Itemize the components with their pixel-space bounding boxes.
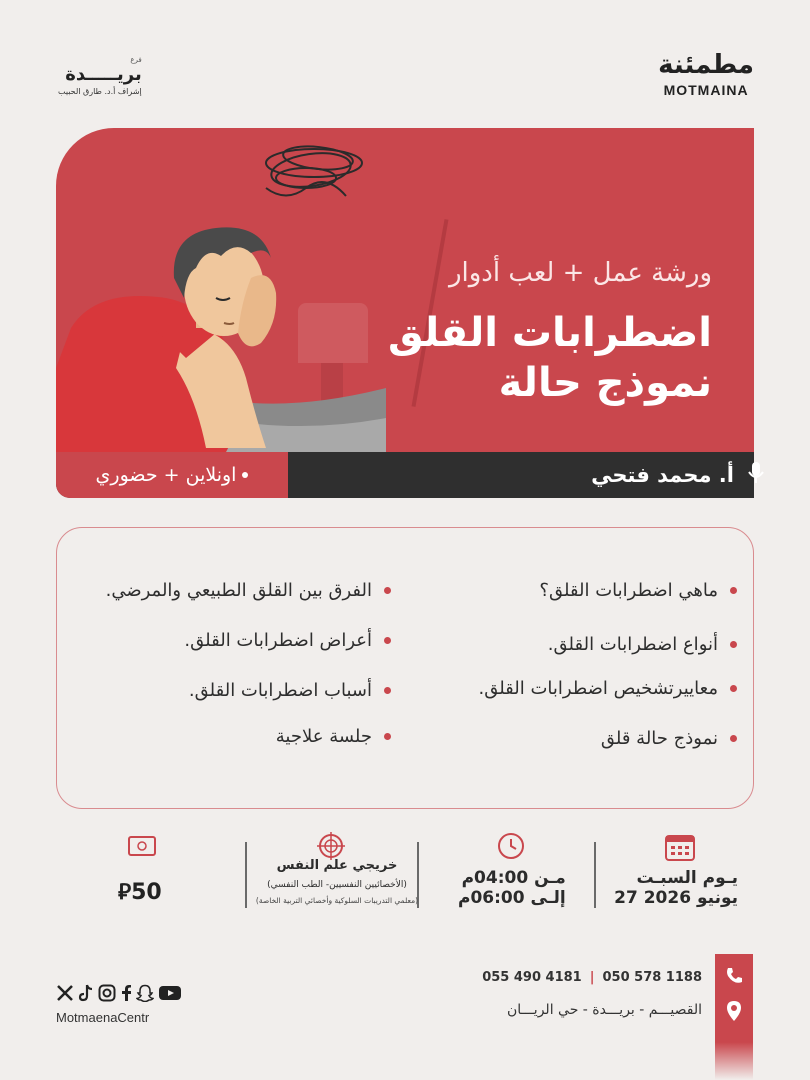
speaker [591,452,764,498]
topic-item: نموذج حالة قلق [601,728,737,749]
location-icon [726,1000,742,1022]
time-to: إلـى 06:00م [458,888,566,909]
topic-item: أعراض اضطرابات القلق. [184,630,391,651]
event-day: يـوم السبـت [636,868,738,888]
attendance-mode-label: اونلاين + حضوري [95,464,237,486]
topic-item: الفرق بين القلق الطبيعي والمرضي. [106,580,391,601]
event-date-value: 27 يونيو 2026 [614,888,738,909]
phone-numbers [482,970,702,985]
phone-icon [724,966,744,986]
attendance-mode-badge [56,452,288,498]
branch-name: بريـــــدة [65,64,142,85]
clock-icon [496,831,526,861]
microphone-icon [748,461,764,490]
phone-separator: | [589,970,595,985]
stressed-man-illustration [56,128,386,452]
phone-2[interactable]: 055 490 4181 [482,970,582,985]
brand-english: MOTMAINA [663,82,749,98]
divider [594,842,596,908]
facebook-icon[interactable] [120,984,132,1002]
topic-item: ماهي اضطرابات القلق؟ [539,580,737,601]
phone-1[interactable]: 050 578 1188 [602,970,702,985]
motmaina-logo [658,52,754,98]
target-group-icon [317,832,345,860]
address: القصيـــم - بريـــدة - حي الريـــان [506,1002,702,1018]
audience-title: خريجي علم النفس [276,858,398,873]
currency-symbol: ⃁ [118,880,132,905]
price [118,878,162,906]
bullet-dot [242,472,248,478]
topic-item: أنواع اضطرابات القلق. [548,634,737,655]
event-date [614,868,738,909]
price-value: 50 [131,880,162,905]
tiktok-icon[interactable] [78,984,94,1002]
audience-sub-1: (الأخصائيين النفسيين- الطب النفسي) [267,880,407,890]
hero-banner [56,128,754,452]
brand-arabic: مطمئنة [658,50,754,80]
title-line-1: اضطرابات القلق [388,310,712,356]
branch-label: فرع [130,56,142,64]
topics-card [56,527,754,809]
buraida-branch-logo [58,56,142,96]
branch-supervision: إشراف أ.د. طارق الحبيب [58,87,142,96]
x-icon[interactable] [56,984,74,1002]
topic-item: معاييرتشخيص اضطرابات القلق. [478,678,737,699]
topic-item: جلسة علاجية [276,726,391,747]
title-line-2: نموذج حالة [498,360,712,406]
speaker-name: أ. محمد فتحي [591,463,734,487]
calendar-icon [665,833,695,861]
topic-item: أسباب اضطرابات القلق. [189,680,391,701]
workshop-title [388,308,712,408]
youtube-icon[interactable] [158,984,182,1002]
instagram-icon[interactable] [98,984,116,1002]
social-icons [56,984,182,1002]
event-time [458,868,566,909]
snapchat-icon[interactable] [136,984,154,1002]
social-handle[interactable]: MotmaenaCentr [56,1010,150,1025]
time-from: مـن 04:00م [461,868,566,888]
audience-sub-2: (معلمي التدريبات السلوكية وأخصائي التربية الخاصة) [255,896,419,905]
workshop-type: ورشة عمل + لعب أدوار [448,258,712,288]
cash-icon [128,836,156,856]
